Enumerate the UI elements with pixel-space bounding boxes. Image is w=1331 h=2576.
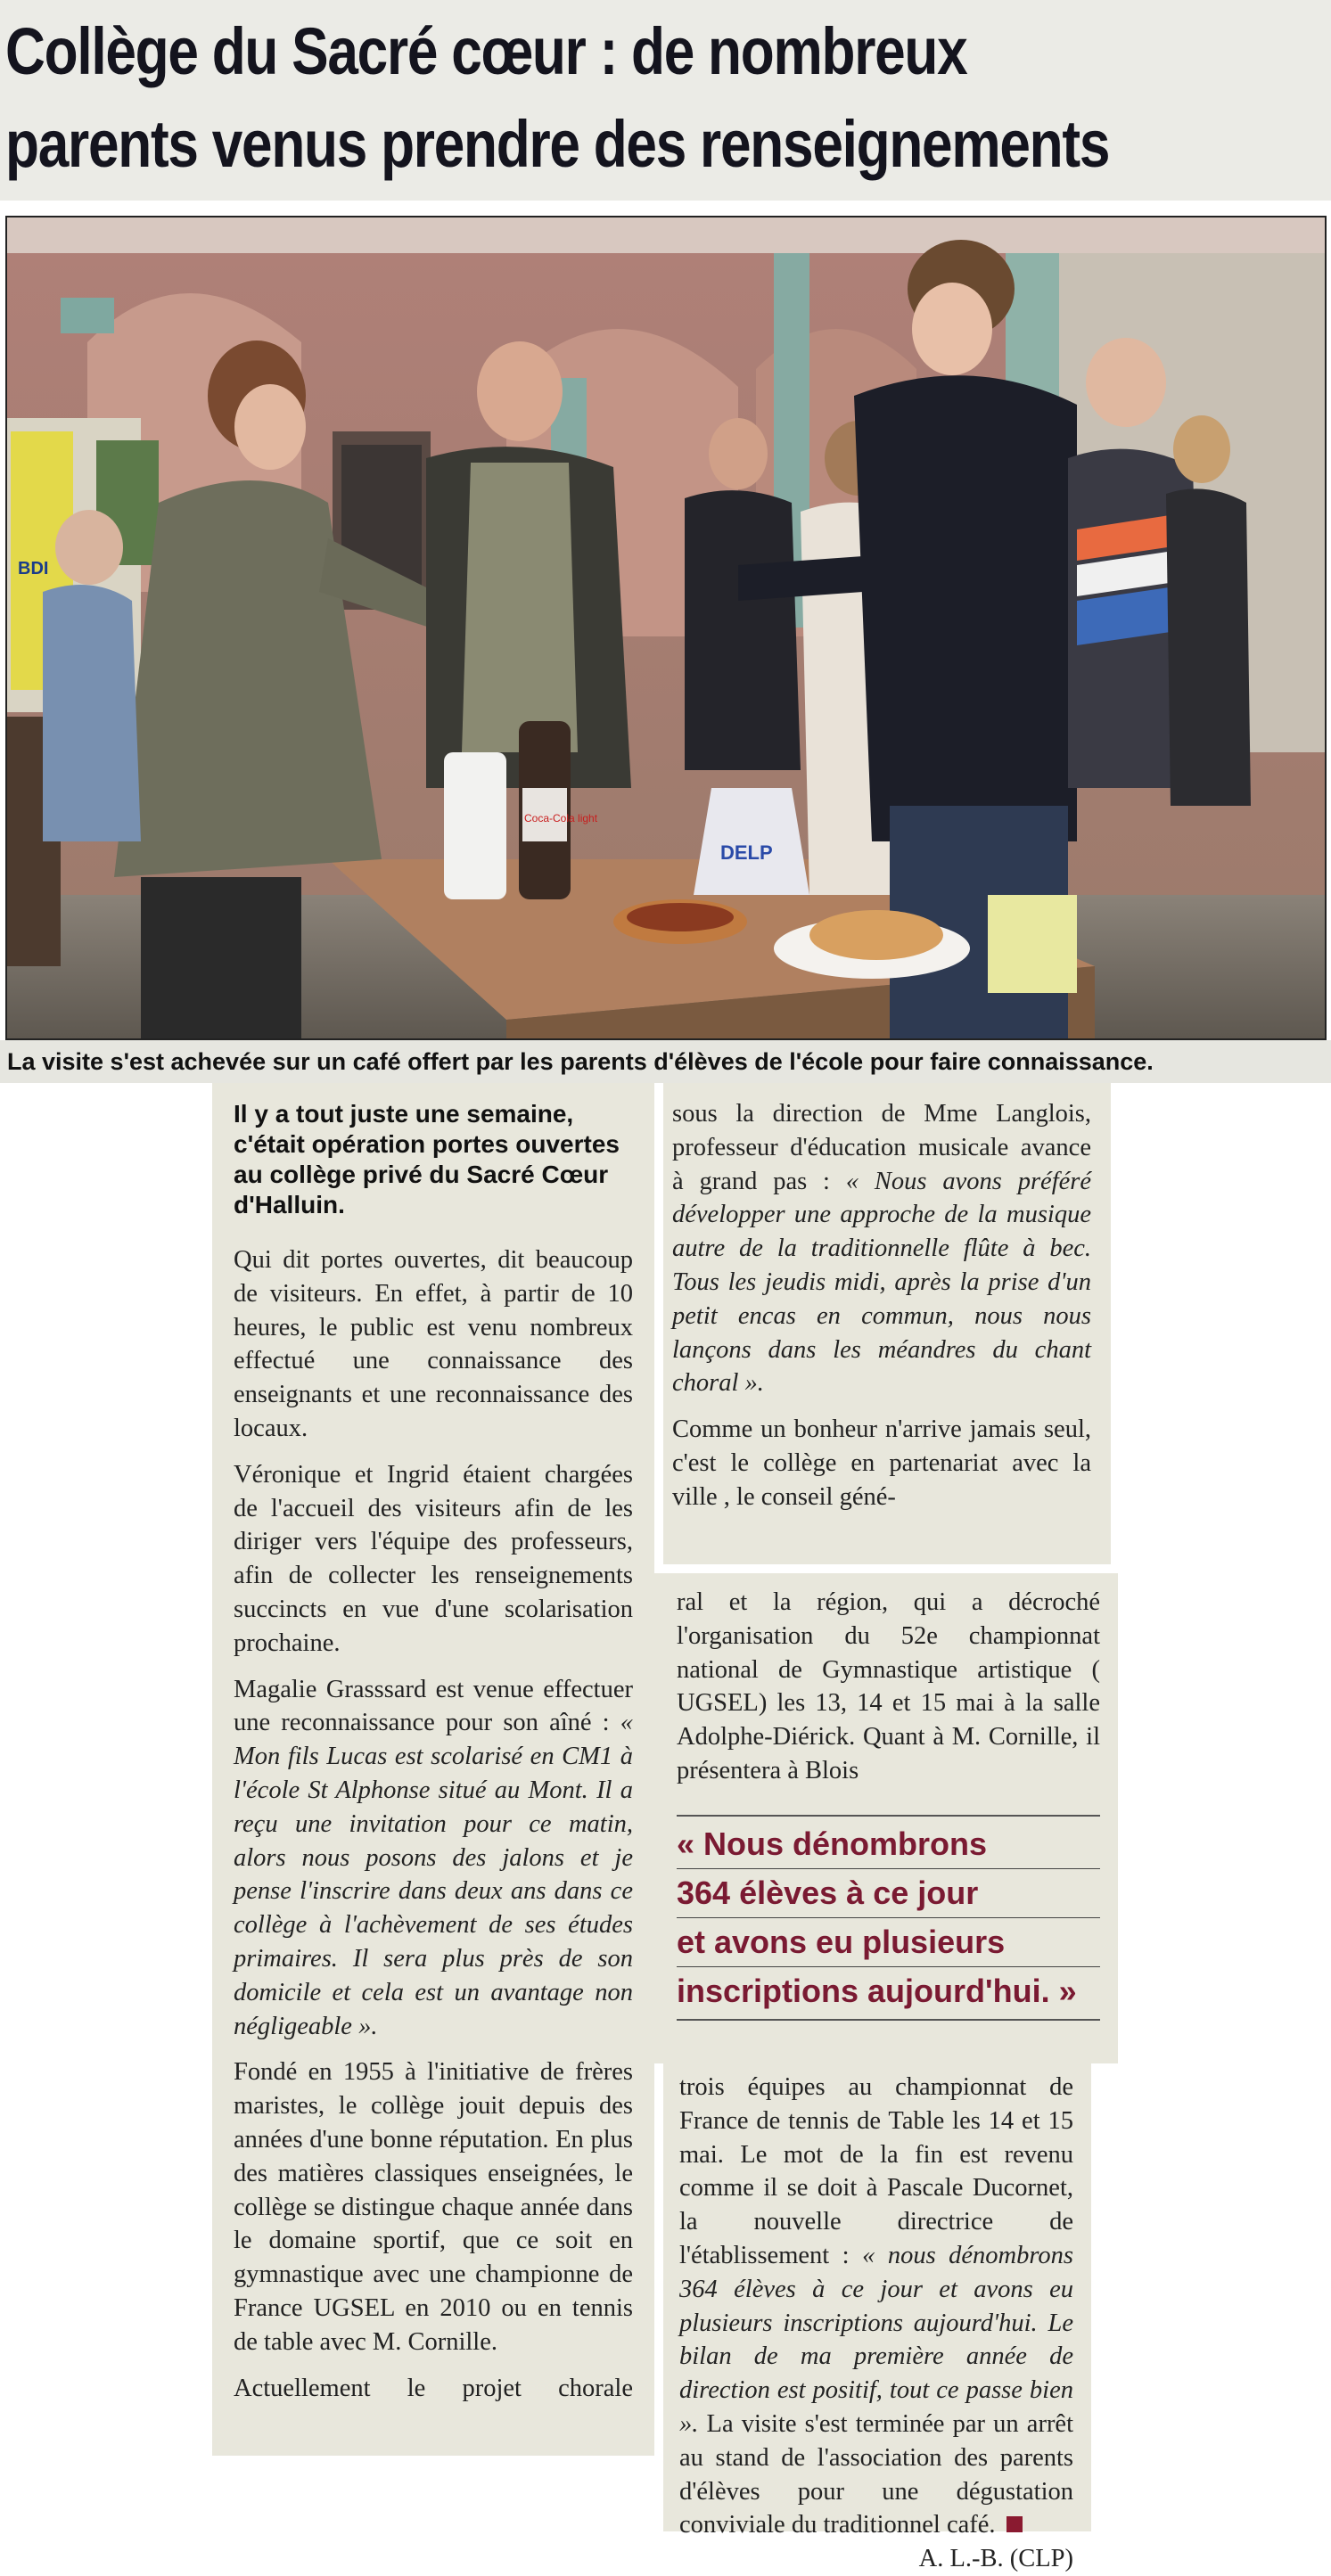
article-headline: [5, 5, 1115, 191]
pull-quote-line: et avons eu plusieurs: [677, 1918, 1100, 1967]
headline-line-2: parents venus prendre des renseignements: [5, 107, 1110, 181]
pull-quote-line: 364 élèves à ce jour: [677, 1869, 1100, 1918]
article-standfirst: Il y a tout juste une semaine, c'était opération portes ouvertes au collège privé du Sacré Cœur d'Halluin.: [234, 1100, 620, 1218]
paragraph: Véronique et Ingrid étaient chargées de l'accueil des visiteurs afin de les diriger vers l'équipe des professeurs, afin de collecter les renseignements succincts en vue d'une scolarisation prochaine.: [234, 1460, 633, 1657]
photo-caption: La visite s'est achevée sur un café offert par les parents d'élèves de l'école pour faire connaissance.: [0, 1040, 1331, 1083]
paragraph: [672, 1097, 1091, 1400]
article-column-2-middle: [652, 1573, 1118, 2063]
article-photo: [5, 216, 1327, 1040]
paragraph-text: trois équipes au championnat de France de tennis de Table les 14 et 15 mai. Le mot de la fin est revenu comme il se doit à Pascale Ducornet, la nouvelle directrice de l'établissement :: [679, 2073, 1073, 2269]
signature-row: [679, 2542, 1073, 2576]
end-mark-icon: [1006, 2516, 1023, 2532]
paragraph-text: Magalie Grasssard est venue effectuer une reconnaissance pour son aîné :: [234, 1675, 633, 1737]
headline-line-1: Collège du Sacré cœur : de nombreux: [5, 14, 967, 88]
quote-text: « nous dénombrons 364 élèves à ce jour et avons eu plusieurs inscriptions aujourd'hui. Le bilan de ma première année de direction est positif, tout ce passe bien ».: [679, 2241, 1074, 2438]
bottle-label: Coca-Cola light: [524, 812, 598, 824]
pull-quote-line: inscriptions aujourd'hui. »: [677, 1972, 1077, 2009]
article-column-1: [212, 1083, 654, 2456]
paragraph: Qui dit portes ouvertes, dit beaucoup de visiteurs. En effet, à partir de 10 heures, le public est venu nombreux effectué une connaissance des enseignants et une reconnaissance des locaux.: [234, 1246, 633, 1442]
pull-quote: [677, 1815, 1100, 2021]
paragraph-text: sous la direction de Mme Langlois, professeur d'éducation musicale avance à grand pas :: [672, 1100, 1091, 1195]
paragraph: [234, 1673, 633, 2044]
paragraph: Comme un bonheur n'arrive jamais seul, c'est le collège en partenariat avec la ville , le conseil géné-: [672, 1415, 1091, 1511]
paragraph: Actuellement le projet chorale: [234, 2374, 633, 2402]
pull-quote-line: « Nous dénombrons: [677, 1820, 1100, 1869]
paragraph: Fondé en 1955 à l'initiative de frères maristes, le collège jouit depuis des années d'une bonne réputation. En plus des matières classiques enseignées, le collège se distingue chaque année dans le domaine sportif, que ce soit en gymnastique avec une championne de France UGSEL en 2010 ou en tennis de table avec M. Cornille.: [234, 2058, 633, 2356]
headline-band: [0, 0, 1331, 201]
paragraph-text: La visite s'est terminée par un arrêt au stand de l'association des parents d'élèves pour une dégustation conviviale du traditionnel café.: [679, 2409, 1073, 2539]
photo-illustration: [7, 217, 1325, 1038]
article-column-2-bottom: [663, 2063, 1091, 2573]
quote-text: « Mon fils Lucas est scolarisé en CM1 à l'école St Alphonse situé au Mont. Il a reçu une invitation pour ce matin, alors nous posons des jalons et je pense l'inscrire dans deux ans dans ce collège à l'achèvement de ses études primaires. Il sera plus près de son domicile et cela est un avantage non négligeable ».: [234, 1709, 633, 2040]
article-column-2-top: [663, 1083, 1111, 1564]
paragraph: ral et la région, qui a décroché l'organisation du 52e championnat national de Gymnastique artistique ( UGSEL) les 13, 14 et 15 mai à la salle Adolphe-Diérick. Quant à M. Cornille, il présentera à Blois: [677, 1588, 1100, 1784]
paragraph: [679, 2071, 1073, 2542]
quote-text: « Nous avons préféré développer une approche de la musique autre de la traditionnelle flûte à bec. Tous les jeudis midi, après la prise d'un petit encas en commun, nous nous lançons dans les méandres du chant choral ».: [672, 1167, 1091, 1398]
poster-text: BDI: [18, 559, 49, 578]
article-signature: A. L.-B. (CLP): [918, 2545, 1073, 2573]
bag-label: DELP: [720, 841, 773, 864]
